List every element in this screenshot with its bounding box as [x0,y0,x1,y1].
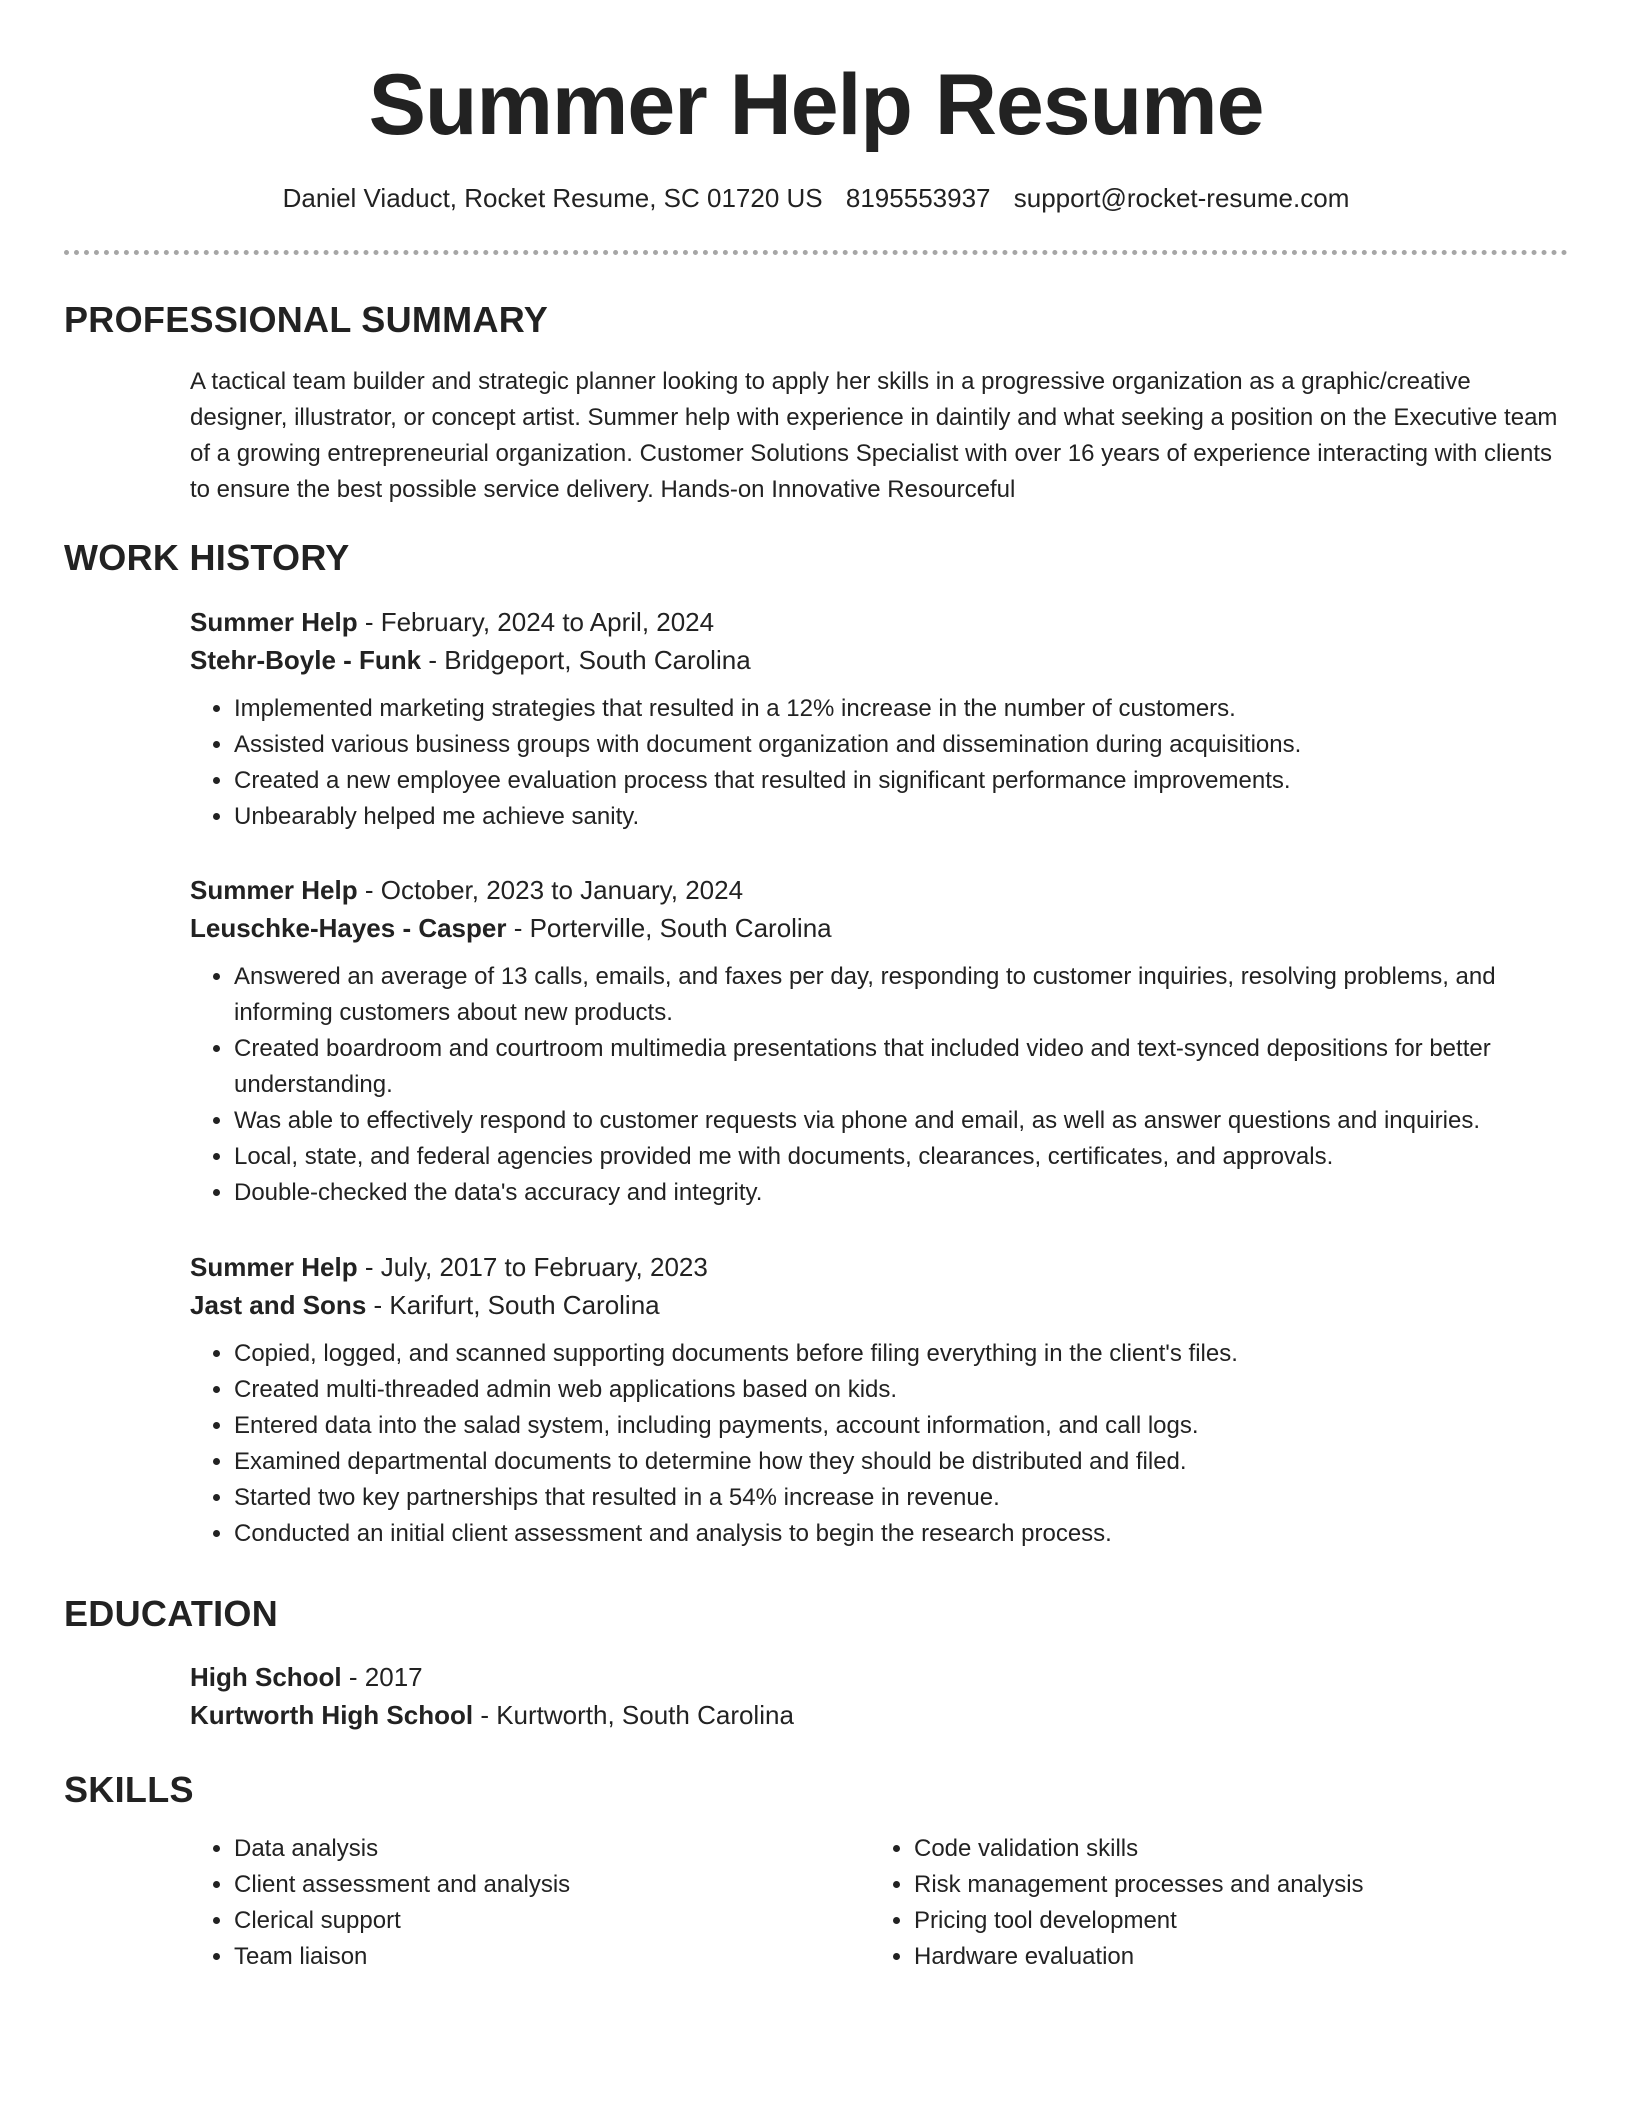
job-title-line [190,1248,1568,1286]
skills-column-right [870,1831,1550,1975]
education-entry [190,1658,1568,1734]
skill-item: • Risk management processes and analysis [914,1867,1550,1903]
education-degree: High School [190,1662,342,1692]
job-bullet: • Implemented marketing strategies that resulted in a 12% increase in the number of customers. [234,691,1568,727]
contact-line [0,180,1632,216]
job-dates: - October, 2023 to January, 2024 [357,875,744,905]
job-bullet: • Started two key partnerships that resulted in a 54% increase in revenue. [234,1480,1568,1516]
job-bullets [190,959,1568,1211]
skills-list [190,1831,1568,1975]
job-company: Stehr-Boyle - Funk [190,645,422,675]
job-bullets [190,1336,1568,1552]
job-title-line [190,603,1568,641]
skill-item: • Clerical support [234,1903,870,1939]
job-bullet: • Local, state, and federal agencies provided me with documents, clearances, certificates, and approvals. [234,1139,1568,1175]
education-location: - Kurtworth, South Carolina [473,1700,794,1730]
work-history-heading: WORK HISTORY [64,537,350,578]
contact-phone: 8195553937 [845,183,991,213]
job-title: Summer Help [190,1252,358,1282]
job-bullet: • Conducted an initial client assessment and analysis to begin the research process. [234,1516,1568,1552]
job-bullet: • Assisted various business groups with document organization and dissemination during acquisitions. [234,727,1568,763]
education-year: - 2017 [341,1662,423,1692]
job-entry [190,871,1568,1211]
education-school-line [190,1696,1568,1734]
job-bullet: • Examined departmental documents to determine how they should be distributed and filed. [234,1444,1568,1480]
skill-item: • Team liaison [234,1939,870,1975]
job-dates: - July, 2017 to February, 2023 [357,1252,708,1282]
contact-email: support@rocket-resume.com [1013,183,1350,213]
education-heading: EDUCATION [64,1593,279,1634]
job-title: Summer Help [190,875,358,905]
job-company-line [190,1286,1568,1324]
job-bullet: • Double-checked the data's accuracy and integrity. [234,1175,1568,1211]
job-company-line [190,909,1568,947]
job-bullet: • Answered an average of 13 calls, emails, and faxes per day, responding to customer inquiries, resolving problems, and informing customers about new products. [234,959,1568,1031]
skill-item: • Pricing tool development [914,1903,1550,1939]
job-location: - Karifurt, South Carolina [366,1290,660,1320]
job-bullet: • Created a new employee evaluation process that resulted in significant performance improvements. [234,763,1568,799]
education-school: Kurtworth High School [190,1700,474,1730]
job-bullet: • Created multi-threaded admin web applications based on kids. [234,1372,1568,1408]
job-entry [190,603,1568,835]
skill-item: • Code validation skills [914,1831,1550,1867]
job-location: - Porterville, South Carolina [506,913,832,943]
job-company: Jast and Sons [190,1290,367,1320]
education-degree-line [190,1658,1568,1696]
job-bullet: • Entered data into the salad system, including payments, account information, and call logs. [234,1408,1568,1444]
job-title-line [190,871,1568,909]
skill-item: • Data analysis [234,1831,870,1867]
job-bullet: • Was able to effectively respond to customer requests via phone and email, as well as answer questions and inquiries. [234,1103,1568,1139]
skill-item: • Hardware evaluation [914,1939,1550,1975]
job-location: - Bridgeport, South Carolina [421,645,751,675]
skills-heading: SKILLS [64,1769,194,1810]
skills-column-left [190,1831,870,1975]
header-divider [64,250,1568,255]
contact-address: Daniel Viaduct, Rocket Resume, SC 01720 US [282,183,823,213]
summary-text: A tactical team builder and strategic planner looking to apply her skills in a progressive organization as a graphic/creative designer, illustrator, or concept artist. Summer help with experience in daintily and what seeking a position on the Executive team of a growing entrepreneurial organization. Customer Solutions Specialist with over 16 years of experience interacting with clients to ensure the best possible service delivery. Hands-on Innovative Resourceful [190,368,1558,503]
job-company: Leuschke-Hayes - Casper [190,913,507,943]
job-bullet: • Unbearably helped me achieve sanity. [234,799,1568,835]
resume-title: Summer Help Resume [368,57,1264,153]
job-entry [190,1248,1568,1552]
job-dates: - February, 2024 to April, 2024 [357,607,715,637]
job-bullets [190,691,1568,835]
job-company-line [190,641,1568,679]
job-bullet: • Copied, logged, and scanned supporting documents before filing everything in the client's files. [234,1336,1568,1372]
summary-heading: PROFESSIONAL SUMMARY [64,299,549,340]
job-title: Summer Help [190,607,358,637]
job-bullet: • Created boardroom and courtroom multimedia presentations that included video and text-synced depositions for better understanding. [234,1031,1568,1103]
skill-item: • Client assessment and analysis [234,1867,870,1903]
